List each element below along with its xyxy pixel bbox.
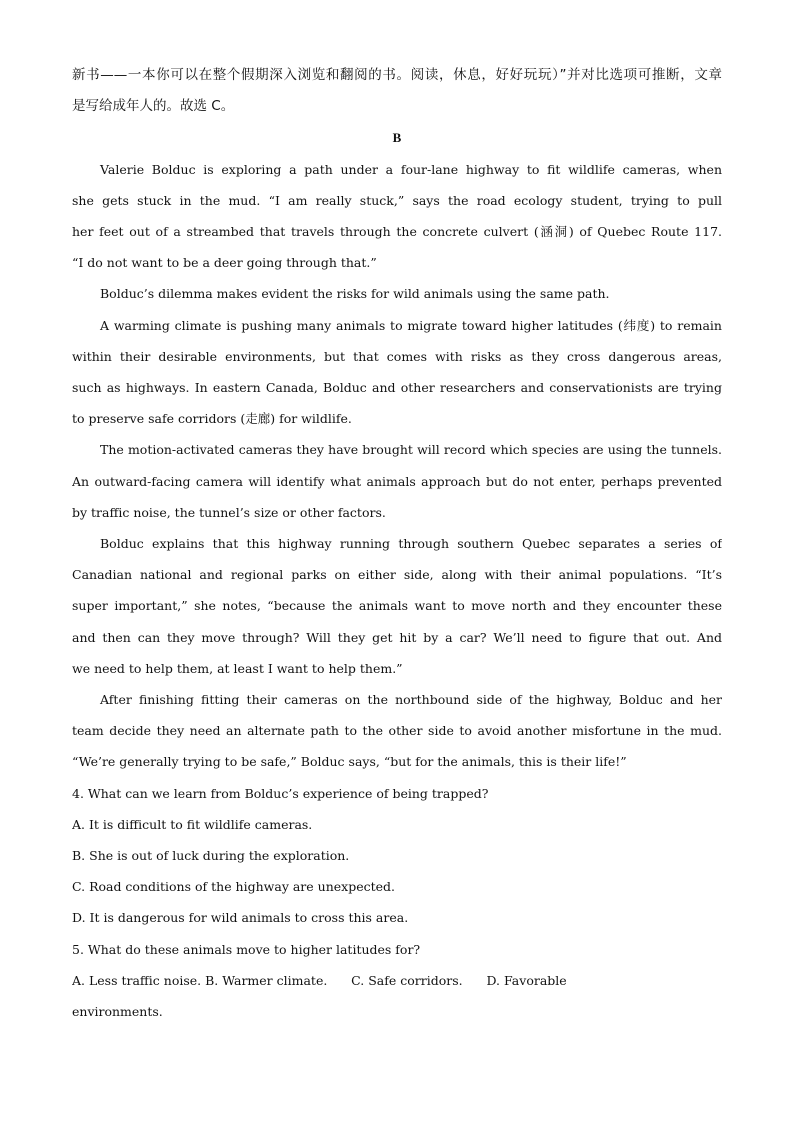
passage-line: to preserve safe corridors (走廊) for wildlife. xyxy=(72,411,352,427)
passage-line: we need to help them, at least I want to help them.” xyxy=(72,660,403,676)
question-4-option-d: D. It is dangerous for wild animals to cross this area. xyxy=(72,910,409,926)
passage xyxy=(72,154,722,778)
document-page xyxy=(72,60,722,1027)
question-4-option-a: A. It is difficult to fit wildlife cameras. xyxy=(72,816,313,832)
question-5-options-continued: environments. xyxy=(72,1004,163,1020)
passage-line: her feet out of a streambed that travels through the concrete culvert (涵洞) of Quebec Route 117. xyxy=(72,224,722,240)
passage-line: “We’re generally trying to be safe,” Bolduc says, “but for the animals, this is their life!” xyxy=(72,754,627,770)
passage-line: Canadian national and regional parks on either side, along with their animal populations. “It’s xyxy=(72,567,722,583)
passage-line: team decide they need an alternate path to the other side to avoid another misfortune in the mud. xyxy=(72,723,722,739)
passage-line: by traffic noise, the tunnel’s size or other factors. xyxy=(72,504,386,520)
question-5: 5. What do these animals move to higher latitudes for? xyxy=(72,941,421,957)
passage-line: Bolduc explains that this highway running through southern Quebec separates a series of xyxy=(100,536,722,552)
passage-line: such as highways. In eastern Canada, Bolduc and other researchers and conservationists are trying xyxy=(72,380,722,396)
passage-line: After finishing fitting their cameras on the northbound side of the highway, Bolduc and her xyxy=(100,692,722,708)
questions xyxy=(72,778,722,1028)
passage-line: “I do not want to be a deer going through that.” xyxy=(72,255,377,271)
passage-line: and then can they move through? Will they get hit by a car? We’ll need to figure that out. And xyxy=(72,629,722,645)
question-5-options: A. Less traffic noise. B. Warmer climate. C. Safe corridors. D. Favorable xyxy=(72,972,567,988)
passage-line: Bolduc’s dilemma makes evident the risks for wild animals using the same path. xyxy=(100,286,610,302)
question-4: 4. What can we learn from Bolduc’s experience of being trapped? xyxy=(72,785,489,801)
intro-line-1: 新书——一本你可以在整个假期深入浏览和翻阅的书。阅读，休息，好好玩玩）”并对比选项可推断，文章 xyxy=(72,67,722,83)
question-4-option-c: C. Road conditions of the highway are unexpected. xyxy=(72,879,395,895)
intro-line-2: 是写给成年人的。故选 C。 xyxy=(72,98,235,115)
passage-line: An outward-facing camera will identify what animals approach but do not enter, perhaps prevented xyxy=(72,473,722,489)
passage-line: The motion-activated cameras they have brought will record which species are using the tunnels. xyxy=(100,442,722,458)
passage-line: super important,” she notes, “because the animals want to move north and they encounter these xyxy=(72,598,722,614)
passage-line: within their desirable environments, but that comes with risks as they cross dangerous areas, xyxy=(72,348,722,364)
passage-line: A warming climate is pushing many animals to migrate toward higher latitudes (纬度) to remain xyxy=(100,317,722,333)
section-heading: B xyxy=(392,130,402,146)
passage-line: she gets stuck in the mud. “I am really stuck,” says the road ecology student, trying to pull xyxy=(72,192,722,208)
passage-line: Valerie Bolduc is exploring a path under a four-lane highway to fit wildlife cameras, when xyxy=(100,161,722,177)
question-4-option-b: B. She is out of luck during the exploration. xyxy=(72,848,350,864)
